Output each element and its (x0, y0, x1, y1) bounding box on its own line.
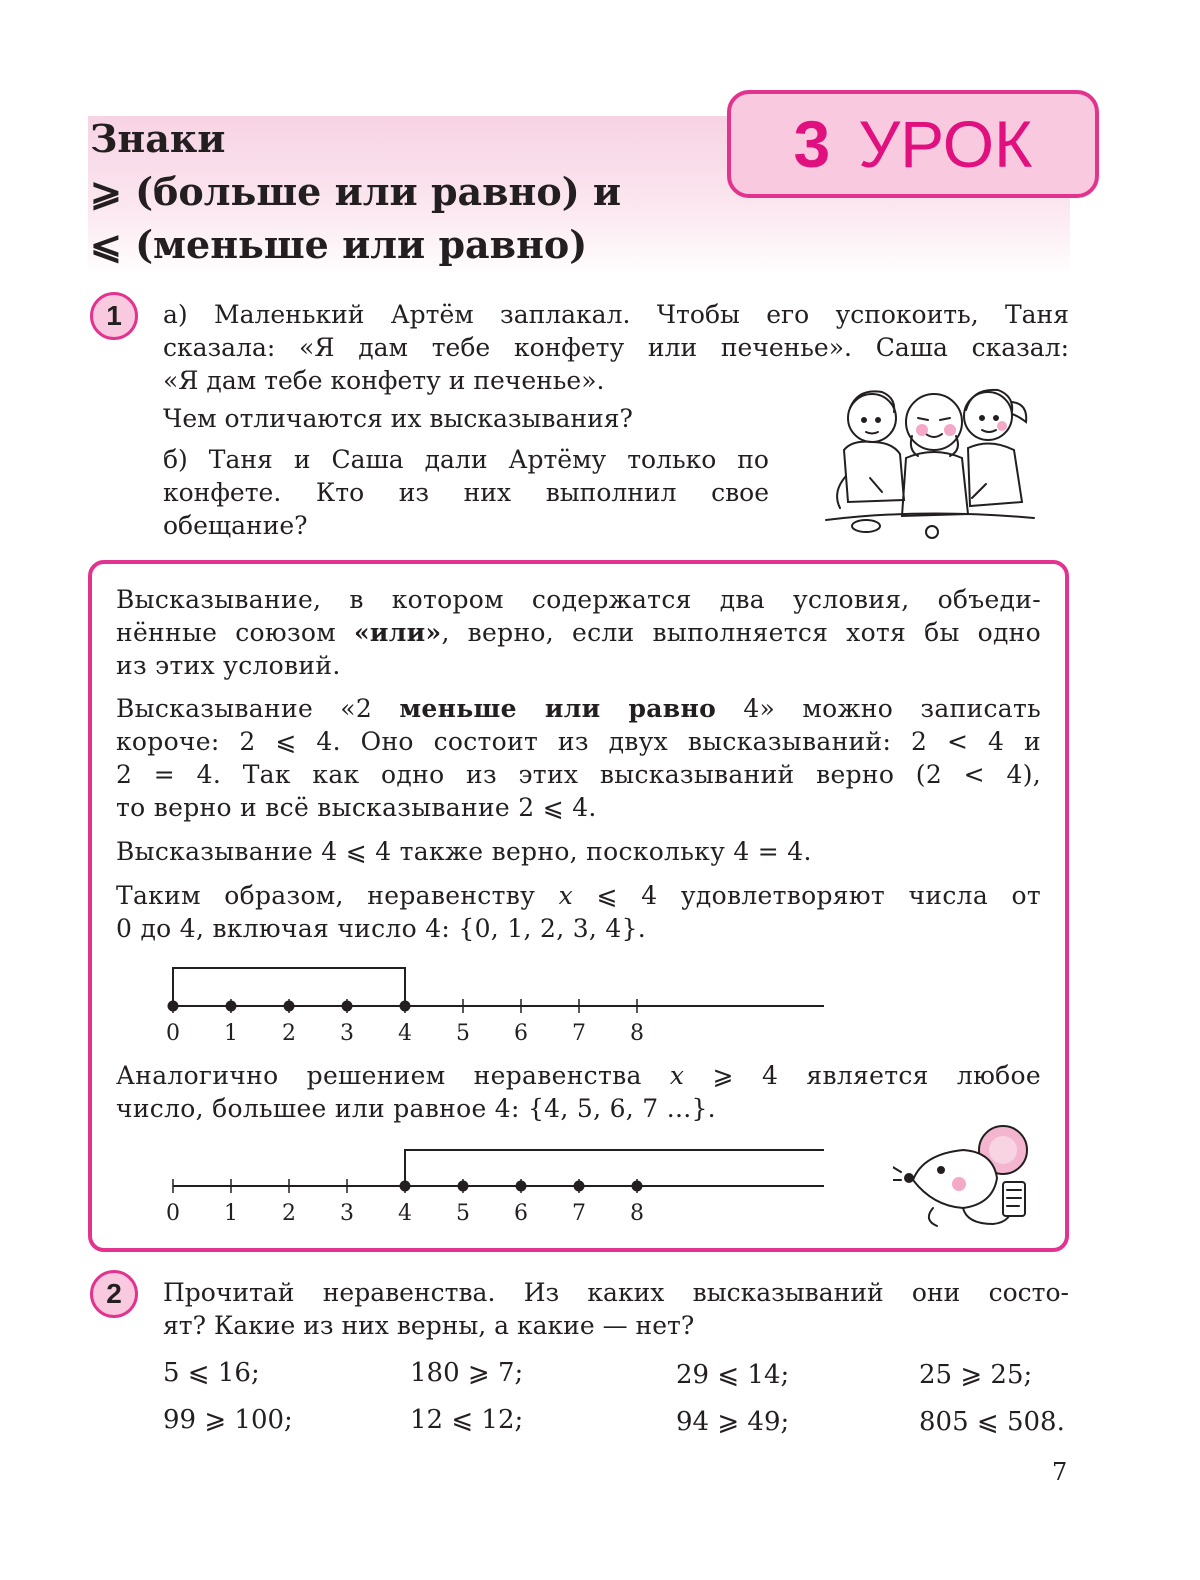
variable-x: x (558, 881, 573, 910)
tick-label: 5 (456, 1201, 470, 1226)
task-1-b-line-2: конфете. Кто из них выполнил свое (163, 478, 769, 507)
rule-p1-line-2 (116, 616, 1041, 649)
rule-p4-line-1 (116, 879, 1041, 912)
rule-p4-line-1a: Таким образом, неравенству (116, 881, 559, 910)
number-line-2 (150, 1140, 840, 1230)
tick-label: 7 (572, 1021, 586, 1046)
rule-p4-line-1b: ⩽ 4 удовлетворяют числа от (573, 881, 1041, 910)
inequality-1: 5 ⩽ 16; (163, 1358, 260, 1388)
children-illustration (822, 380, 1037, 545)
tick-label: 4 (398, 1021, 412, 1046)
rule-paragraph-1 (116, 583, 1041, 682)
rule-p1-line-3: из этих условий. (116, 651, 341, 680)
tick-label: 0 (166, 1021, 180, 1046)
rule-p5-line-1a: Аналогично решением неравенства (116, 1061, 670, 1090)
task-1-number: 1 (90, 292, 138, 340)
rule-p5-line-2: число, большее или равное 4: {4, 5, 6, 7 ...}. (116, 1094, 716, 1123)
rule-paragraph-4 (116, 879, 1041, 945)
task-1-line-1: а) Маленький Артём заплакал. Чтобы его успокоить, Таня (163, 300, 1069, 329)
tick-label: 5 (456, 1021, 470, 1046)
solution-point (284, 1001, 295, 1012)
tick-label: 4 (398, 1201, 412, 1226)
tick-label: 7 (572, 1201, 586, 1226)
task-1-b-line-1: б) Таня и Саша дали Артёму только по (163, 445, 769, 474)
task-1-line-3: «Я дам тебе конфету и печенье». (163, 366, 605, 395)
rule-p5-line-1b: ⩾ 4 является любое (684, 1061, 1041, 1090)
rule-p2-emphasis: меньше или равно (399, 694, 717, 723)
inequality-6: 12 ⩽ 12; (410, 1405, 524, 1435)
rule-p4-line-2: 0 до 4, включая число 4: {0, 1, 2, 3, 4}. (116, 914, 647, 943)
rule-p2-line-2: короче: 2 ⩽ 4. Оно состоит из двух высказываний: 2 < 4 и (116, 727, 1041, 756)
rule-p5-line-1 (116, 1059, 1041, 1092)
inequality-7: 94 ⩾ 49; (676, 1407, 790, 1437)
task-1-line-2: сказала: «Я дам тебе конфету или печенье». Саша сказал: (163, 333, 1069, 362)
tick-label: 3 (340, 1201, 354, 1226)
tick-label: 2 (282, 1201, 296, 1226)
solution-point (632, 1181, 643, 1192)
task-1-b-line-3: обещание? (163, 511, 308, 540)
lesson-label: УРОК (858, 107, 1033, 181)
solution-bracket (405, 1150, 824, 1186)
solution-point (516, 1181, 527, 1192)
inequality-5: 99 ⩾ 100; (163, 1405, 293, 1435)
inequality-2: 180 ⩾ 7; (410, 1358, 524, 1388)
tick-label: 8 (630, 1201, 644, 1226)
rule-paragraph-5 (116, 1059, 1041, 1125)
lesson-number: 3 (793, 107, 831, 181)
variable-x: x (669, 1061, 685, 1090)
rule-p3-line: Высказывание 4 ⩽ 4 также верно, поскольку 4 = 4. (116, 837, 812, 866)
rule-p1-line-2c: , верно, если выполняется хотя бы одно (441, 618, 1041, 647)
tick-label: 6 (514, 1021, 528, 1046)
tick-label: 8 (630, 1021, 644, 1046)
tick-label: 0 (166, 1201, 180, 1226)
rule-p1-emphasis-or: «или» (353, 618, 442, 647)
rule-p1-line-2a: нённые союзом (116, 618, 354, 647)
inequality-4: 25 ⩾ 25; (919, 1360, 1033, 1390)
rule-p2-line-1a: Высказывание «2 (116, 694, 400, 723)
page-number: 7 (1052, 1458, 1068, 1486)
tick-label: 3 (340, 1021, 354, 1046)
title-line-2: ⩾ (больше или равно) и (90, 169, 622, 214)
rule-paragraph-3 (116, 835, 1041, 868)
solution-point (458, 1181, 469, 1192)
solution-point (574, 1181, 585, 1192)
title-line-3: ⩽ (меньше или равно) (90, 222, 588, 267)
solution-point (226, 1001, 237, 1012)
task-1-question: Чем отличаются их высказывания? (163, 404, 633, 433)
rule-paragraph-2 (116, 692, 1041, 824)
rule-p2-line-4: то верно и всё высказывание 2 ⩽ 4. (116, 793, 597, 822)
tick-label: 6 (514, 1201, 528, 1226)
inequality-3: 29 ⩽ 14; (676, 1360, 790, 1390)
lesson-badge (727, 90, 1099, 198)
task-2-number: 2 (90, 1270, 138, 1318)
task-2-line-2: ят? Какие из них верны, а какие — нет? (163, 1311, 695, 1340)
title-line-1: Знаки (90, 116, 226, 161)
page-title (90, 112, 621, 271)
tick-label: 1 (224, 1201, 238, 1226)
number-line-1 (150, 960, 840, 1050)
tick-label: 2 (282, 1021, 296, 1046)
task-2-line-1: Прочитай неравенства. Из каких высказываний они состо- (163, 1278, 1069, 1307)
rule-p2-line-1c: 4» можно записать (716, 694, 1042, 723)
inequality-8: 805 ⩽ 508. (919, 1407, 1065, 1437)
tick-label: 1 (224, 1021, 238, 1046)
solution-point (342, 1001, 353, 1012)
rule-p2-line-3: 2 = 4. Так как одно из этих высказываний верно (2 < 4), (116, 760, 1041, 789)
rule-p1-line-1: Высказывание, в котором содержатся два условия, объеди- (116, 585, 1041, 614)
mouse-illustration (893, 1120, 1043, 1232)
rule-p2-line-1 (116, 692, 1041, 725)
